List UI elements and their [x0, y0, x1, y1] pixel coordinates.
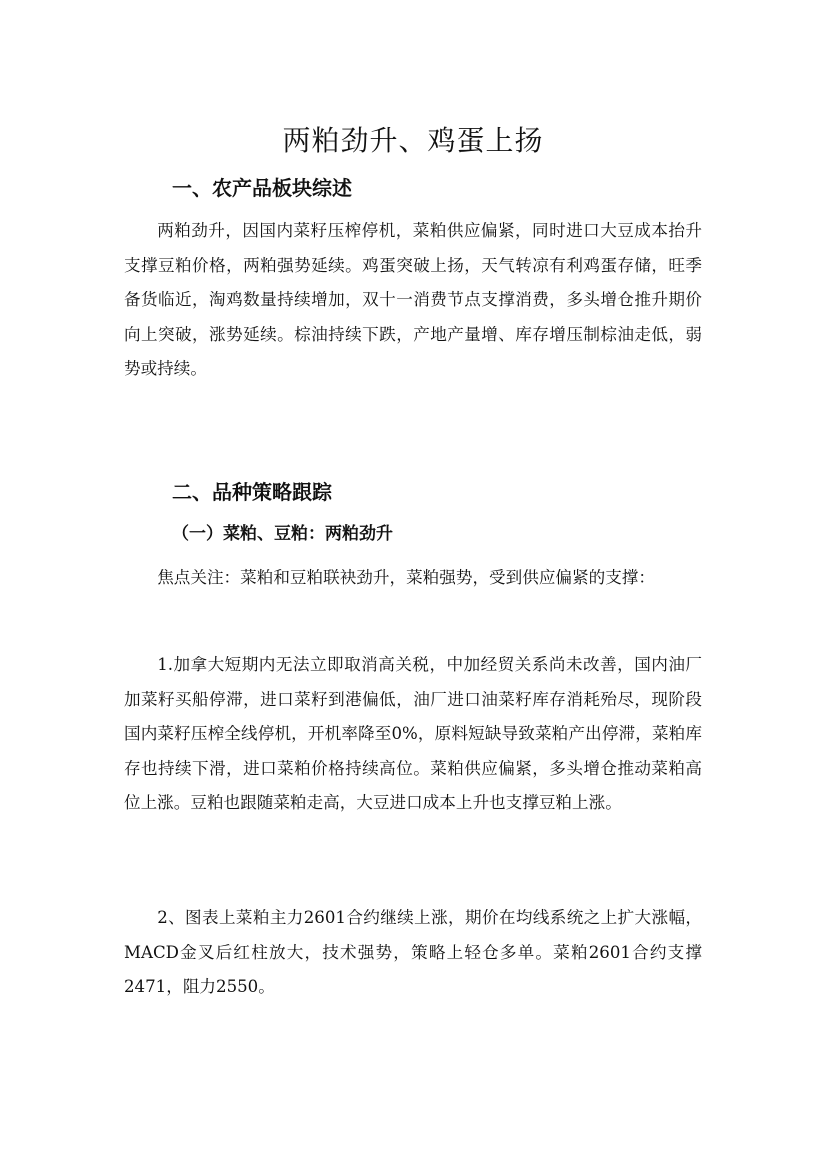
document-title: 两粕劲升、鸡蛋上扬	[282, 123, 544, 157]
section-heading-strategy: 二、品种策略跟踪	[172, 480, 332, 504]
point-2-paragraph: 2、图表上菜粕主力2601合约继续上涨，期价在均线系统之上扩大涨幅，MACD金叉后红柱放大，技术强势，策略上轻仓多单。菜粕2601合约支撑2471，阻力2550。	[124, 908, 702, 997]
overview-paragraph: 两粕劲升，因国内菜籽压榨停机，菜粕供应偏紧，同时进口大豆成本抬升支撑豆粕价格，两粕强势延续。鸡蛋突破上扬，天气转凉有利鸡蛋存储，旺季备货临近，淘鸡数量持续增加，双十一消费节点支撑消费，多头增仓推升期价向上突破，涨势延续。棕油持续下跌，产地产量增、库存增压制棕油走低，弱势或持续。	[124, 221, 702, 379]
focus-paragraph: 焦点关注：菜粕和豆粕联袂劲升，菜粕强势，受到供应偏紧的支撑：	[157, 568, 655, 587]
section-heading-overview: 一、农产品板块综述	[172, 176, 352, 200]
point-1-paragraph: 1.加拿大短期内无法立即取消高关税，中加经贸关系尚未改善，国内油厂加菜籽买船停滞，进口菜籽到港偏低，油厂进口油菜籽库存消耗殆尽，现阶段国内菜籽压榨全线停机，开机率降至0%，原料短缺导致菜粕产出停滞，菜粕库存也持续下滑，进口菜粕价格持续高位。菜粕供应偏紧，多头增仓推动菜粕高位上涨。豆粕也跟随菜粕走高，大豆进口成本上升也支撑豆粕上涨。	[124, 655, 702, 813]
subsection-heading-meal: （一）菜粕、豆粕：两粕劲升	[172, 524, 393, 544]
